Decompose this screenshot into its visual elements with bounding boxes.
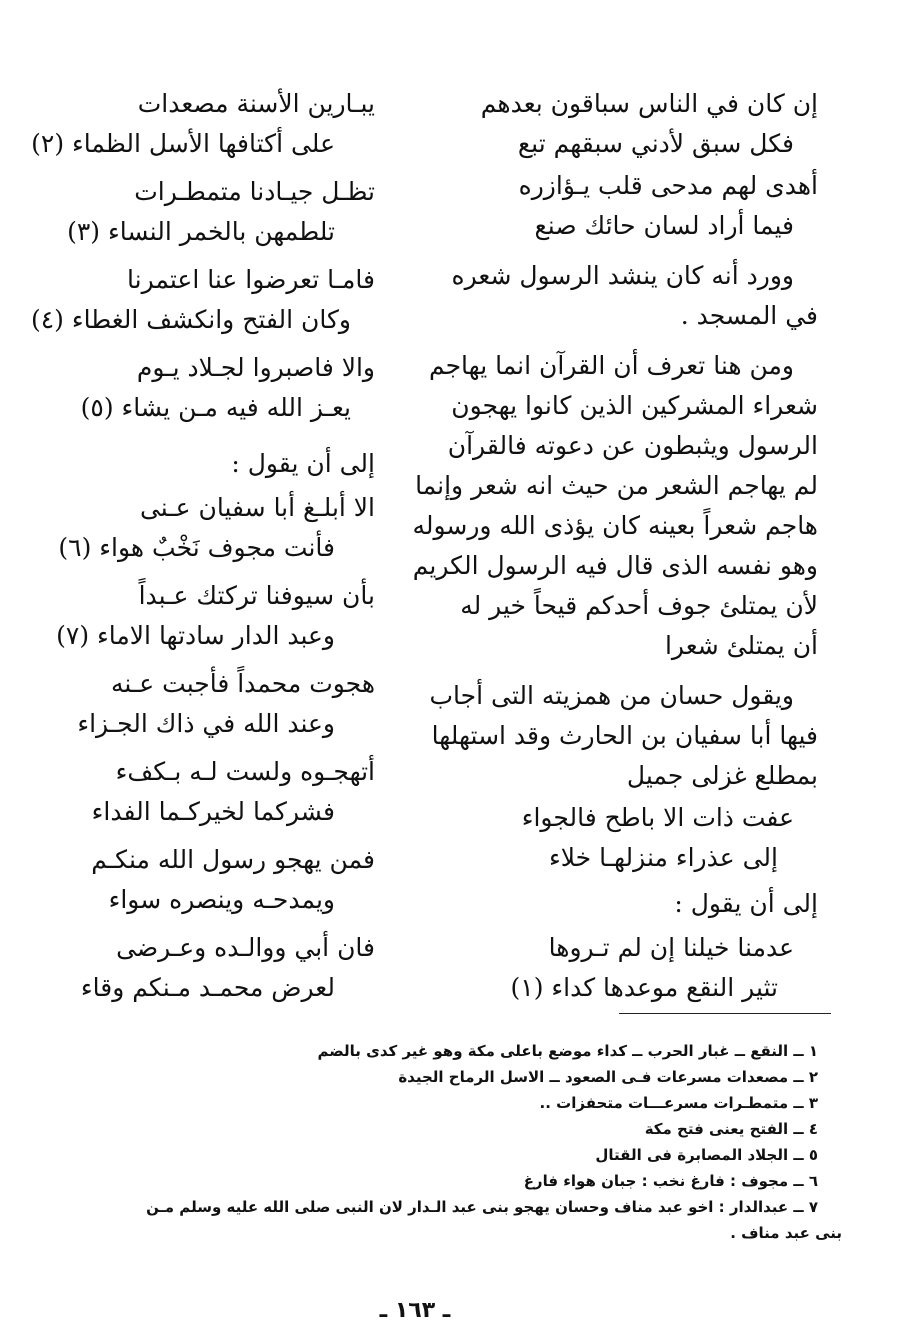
footnote: ٦ ــ مجوف : فارغ نخب : جبان هواء فارغ xyxy=(523,1172,818,1190)
verse-line: عفت ذات الا باطح فالجواء xyxy=(521,803,794,832)
verse-line: والا فاصبروا لجـلاد يـوم xyxy=(136,353,375,382)
footnote: بنى عبد مناف . xyxy=(730,1224,842,1242)
footnote: ٧ ــ عبدالدار : اخو عبد مناف وحسان يهجو بنى عبد الـدار لان النبى صلى الله عليه وسلم مـن xyxy=(146,1198,818,1216)
prose-line: ومن هنا تعرف أن القرآن انما يهاجم xyxy=(428,351,794,380)
prose-line: لأن يمتلئ جوف أحدكم قيحاً خير له xyxy=(460,591,818,620)
prose-line: في المسجد . xyxy=(680,301,818,330)
prose-line: الرسول ويثبطون عن دعوته فالقرآن xyxy=(447,431,818,460)
verse-line: أهدى لهم مدحى قلب يـؤازره xyxy=(518,171,818,200)
prose-line: لم يهاجم الشعر من حيث انه شعر وإنما xyxy=(415,471,818,500)
prose-line: إلى أن يقول : xyxy=(231,449,375,478)
verse-line: فمن يهجو رسول الله منكـم xyxy=(91,845,375,874)
verse-line: فكل سبق لأدني سبقهم تبع xyxy=(517,129,794,158)
verse-line: فامـا تعرضوا عنا اعتمرنا xyxy=(127,265,375,294)
verse-line: إن كان في الناس سباقون بعدهم xyxy=(480,89,818,118)
prose-line: ويقول حسان من همزيته التى أجاب xyxy=(429,681,794,710)
prose-line: وهو نفسه الذى قال فيه الرسول الكريم xyxy=(412,551,818,580)
footnote: ٤ ــ الفتح يعنى فتح مكة xyxy=(644,1120,818,1138)
verse-line: تلطمهن بالخمر النساء (٣) xyxy=(67,217,335,246)
verse-line: تثير النقع موعدها كداء (١) xyxy=(510,973,778,1002)
prose-line: إلى أن يقول : xyxy=(674,889,818,918)
verse-line: فان أبي ووالـده وعـرضى xyxy=(116,933,375,962)
verse-line: لعرض محمـد مـنكم وقاء xyxy=(80,973,335,1002)
page-number: ـ ١٦٣ ـ xyxy=(379,1298,451,1323)
verse-line: فيما أراد لسان حائك صنع xyxy=(534,211,794,240)
verse-line: عدمنا خيلنا إن لم تـروها xyxy=(548,933,794,962)
prose-line: هاجم شعراً بعينه كان يؤذى الله ورسوله xyxy=(412,511,818,540)
verse-line: إلى عذراء منزلهـا خلاء xyxy=(549,843,778,872)
verse-line: وكان الفتح وانكشف الغطاء (٤) xyxy=(30,305,351,334)
verse-line: على أكتافها الأسل الظماء (٢) xyxy=(31,129,335,158)
footnote-divider xyxy=(619,1013,831,1014)
footnote: ١ ــ النقع ــ غبار الحرب ــ كداء موضع باعلى مكة وهو غير كدى بالضم xyxy=(317,1042,818,1060)
verse-line: بأن سيوفنا تركتك عـبداً xyxy=(138,581,375,610)
verse-line: يبـارين الأسنة مصعدات xyxy=(137,89,375,118)
verse-line: وعبد الدار سادتها الاماء (٧) xyxy=(56,621,335,650)
verse-line: ويمدحـه وينصره سواء xyxy=(108,885,335,914)
prose-line: شعراء المشركين الذين كانوا يهجون xyxy=(451,391,818,420)
prose-line: أن يمتلئ شعرا xyxy=(664,631,818,660)
prose-line: وورد أنه كان ينشد الرسول شعره xyxy=(451,261,794,290)
prose-line: فيها أبا سفيان بن الحارث وقد استهلها xyxy=(431,721,818,750)
footnote: ٣ ــ متمطـرات مسرعـــات متحفزات .. xyxy=(539,1094,818,1112)
footnote: ٥ ــ الجلاد المصابرة فى القتال xyxy=(595,1146,818,1164)
verse-line: فشركما لخيركـما الفداء xyxy=(91,797,335,826)
footnote: ٢ ــ مصعدات مسرعات فـى الصعود ــ الاسل الرماح الجيدة xyxy=(398,1068,818,1086)
verse-line: الا أبلـغ أبا سفيان عـنى xyxy=(139,493,375,522)
prose-line: بمطلع غزلى جميل xyxy=(626,761,818,790)
verse-line: يعـز الله فيه مـن يشاء (٥) xyxy=(80,393,351,422)
verse-line: فأنت مجوف نَخْبٌ هواء (٦) xyxy=(58,533,335,562)
verse-line: وعند الله في ذاك الجـزاء xyxy=(77,709,335,738)
verse-line: أتهجـوه ولست لـه بـكفء xyxy=(115,757,375,786)
verse-line: تظـل جيـادنا متمطـرات xyxy=(134,177,375,206)
verse-line: هجوت محمداً فأجبت عـنه xyxy=(111,669,375,698)
